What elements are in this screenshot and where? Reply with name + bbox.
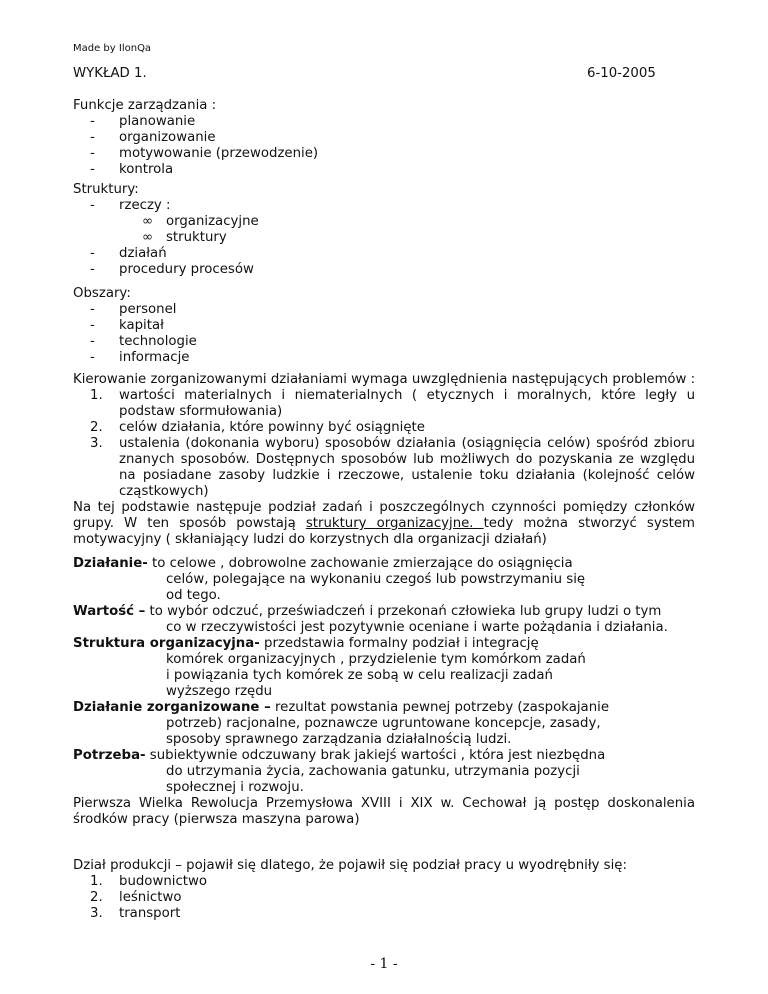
sub-list-item: ∞ organizacyjne <box>142 214 259 229</box>
list-item: - kontrola <box>90 162 174 177</box>
definitions-section <box>73 556 695 828</box>
production-section <box>73 858 695 922</box>
numbered-item: 2. celów działania, które powinny być osiągnięte <box>90 420 425 435</box>
functions-section <box>73 98 695 178</box>
list-item: - informacje <box>90 350 190 365</box>
page-number: - 1 - <box>370 956 398 972</box>
infinity-bullet-icon: ∞ <box>142 214 154 229</box>
definition: Wartość – to wybór odczuć, przeświadczeń i przekonań człowieka lub grupy ludzi o tym co w rzeczywistości jest pozytywnie oceniane i warte pożądania i działania. <box>73 604 668 635</box>
sub-list-item: ∞ struktury <box>142 230 227 245</box>
numbered-item: 3. transport <box>90 906 181 921</box>
numbered-item: 1. budownictwo <box>90 874 207 889</box>
list-item: - personel <box>90 302 177 317</box>
structures-section <box>73 182 695 278</box>
definition: Struktura organizacyjna- przedstawia formalny podział i integrację komórek organizacyjnych , przydzielenie tym komórkom zadań i powiązania tych komórek ze sobą w celu realizacji zadań wyższego rzędu <box>73 636 586 699</box>
list-item: - planowanie <box>90 114 196 129</box>
made-by-note: Made by IlonQa <box>73 43 152 54</box>
numbered-item: 2. leśnictwo <box>90 890 182 905</box>
list-item: - organizowanie <box>90 130 216 145</box>
definition: Działanie- to celowe , dobrowolne zachowanie zmierzające do osiągnięcia celów, polegające na wykonaniu czegoś lub powstrzymaniu się od tego. <box>73 556 586 603</box>
list-item: - kapitał <box>90 318 164 333</box>
list-item: - działań <box>90 246 167 261</box>
definition: Działanie zorganizowane – rezultat powstania pewnej potrzeby (zaspokajanie potrzeb) racjonalne, poznawcze ugruntowane koncepcje, zasady, sposoby sprawnego zarządzania działalnością ludzi. <box>73 700 610 747</box>
underlined-term: struktury organizacyjne. <box>305 516 484 531</box>
areas-section <box>73 286 695 366</box>
numbered-item: 1. wartości materialnych i niematerialnych ( etycznych i moralnych, które legły u podstaw sformułowania) <box>90 388 695 419</box>
revolution-paragraph: Pierwsza Wielka Rewolucja Przemysłowa XVIII i XIX w. Cechował ją postęp doskonalenia środków pracy (pierwsza maszyna parowa) <box>73 796 695 827</box>
lecture-title: WYKŁAD 1. <box>73 66 147 81</box>
list-item: - technologie <box>90 334 197 349</box>
functions-heading: Funkcje zarządzania : <box>73 98 217 113</box>
production-intro: Dział produkcji – pojawił się dlatego, że pojawił się podział pracy u wyodrębniły się: <box>73 858 627 873</box>
division-paragraph: Na tej podstawie następuje podział zadań i poszczególnych czynności pomiędzy członków grupy. W ten sposób powstają struktury organizacyjne. tedy można stworzyć system motywacyjny ( skłaniający ludzi do korzystnych dla organizacji działań) <box>73 500 695 547</box>
numbered-item: 3. ustalenia (dokonania wyboru) sposobów działania (osiągnięcia celów) spośród zbioru znanych sposobów. Dostępnych sposobów lub możliwych do pozyskania ze względu na posiadane zasoby ludzkie i rzeczowe, ustalenie toku działania (kolejność celów cząstkowych) <box>90 436 695 499</box>
definition: Potrzeba- subiektywnie odczuwany brak jakiejś wartości , która jest niezbędna do utrzymania życia, zachowania gatunku, utrzymania pozycji społecznej i rozwoju. <box>73 748 606 795</box>
areas-heading: Obszary: <box>73 286 131 301</box>
lecture-date: 6-10-2005 <box>587 66 656 81</box>
list-item: - procedury procesów <box>90 262 254 277</box>
structures-heading: Struktury: <box>73 182 139 197</box>
management-intro: Kierowanie zorganizowanymi działaniami wymaga uwzględnienia następujących problemów : <box>73 372 696 387</box>
management-section <box>73 372 695 500</box>
list-item: - rzeczy : <box>90 198 171 213</box>
list-item: - motywowanie (przewodzenie) <box>90 146 319 161</box>
infinity-bullet-icon: ∞ <box>142 230 154 245</box>
